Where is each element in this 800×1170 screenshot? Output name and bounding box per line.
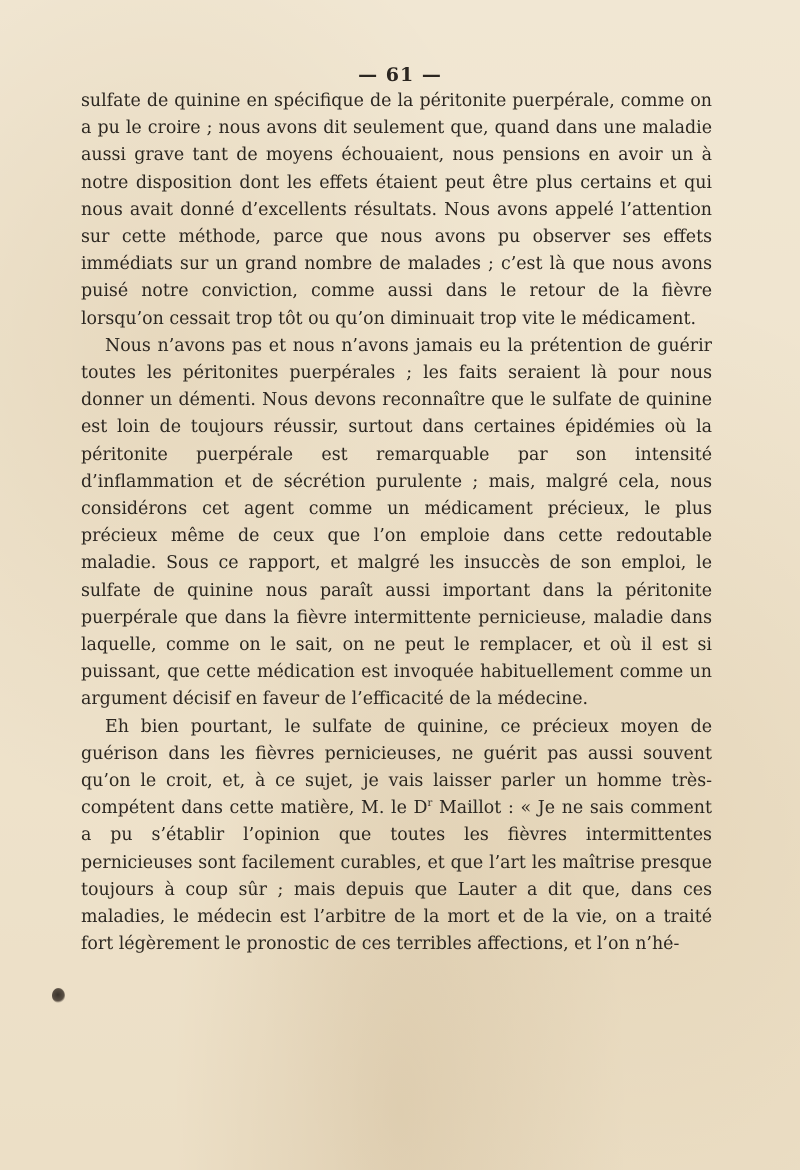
paragraph-2: Nous n’avons pas et nous n’avons jamais eu la prétention de guérir toutes les péritonites puerpérales ; les faits seraient là pour nous donner un démenti. Nous devons reconnaître que le sulfate de quinine est loin de toujours réussir, surtout dans certaines épidémies où la péritonite puerpérale est remarquable par son intensité d’inflammation et de sécrétion purulente ; mais, malgré cela, nous considérons cet agent comme un médicament précieux, le plus précieux même de ceux que l’on emploie dans cette redoutable maladie. Sous ce rapport, et malgré les insuccès de son emploi, le sulfate de quinine nous paraît aussi important dans la péritonite puerpérale que dans la fièvre intermittente pernicieuse, maladie dans laquelle, comme on le sait, on ne peut le remplacer, et où il est si puissant, que cette médication est invoquée habituellement comme un argument décisif en faveur de l’efficacité de la médecine. (81, 335, 712, 710)
paragraph-1: sulfate de quinine en spécifique de la péritonite puerpérale, comme on a pu le croire ; nous avons dit seulement que, quand dans une maladie aussi grave tant de moyens échouaient, nous pensions en avoir un à notre disposition dont les effets étaient peut être plus certains et qui nous avait donné d’excellents résultats. Nous avons appelé l’attention sur cette méthode, parce que nous avons pu observer ses effets immédiats sur un grand nombre de malades ; c’est là que nous avons puisé notre conviction, comme aussi dans le retour de la fièvre lorsqu’on cessait trop tôt ou qu’on diminuait trop vite le médicament. (81, 91, 712, 329)
page-number: — 61 — (358, 64, 442, 86)
page-body (81, 88, 712, 959)
paragraph-3 (81, 714, 712, 959)
paragraph-3-text-start: Eh bien pourtant, le sulfate de quinine, ce précieux moyen de guérison dans les fièvres pernicieuses, ne guérit pas aussi souvent qu’on le croit, et, à ce sujet, je vais laisser parler un homme très-compétent dans cette matière, M. le D (81, 716, 712, 819)
ink-blot-mark (52, 988, 65, 1003)
paragraph-3-text-end: Maillot : « Je ne sais comment a pu s’établir l’opinion que toutes les fièvres intermittentes pernicieuses sont facilement curables, et que l’art les maîtrise presque toujours à coup sûr ; mais depuis que Lauter a dit que, dans ces maladies, le médecin est l’arbitre de la mort et de la vie, on a traité fort légèrement le pronostic de ces terribles affections, et l’on n’hé- (81, 798, 712, 955)
doctor-abbrev-superscript: r (427, 798, 433, 810)
